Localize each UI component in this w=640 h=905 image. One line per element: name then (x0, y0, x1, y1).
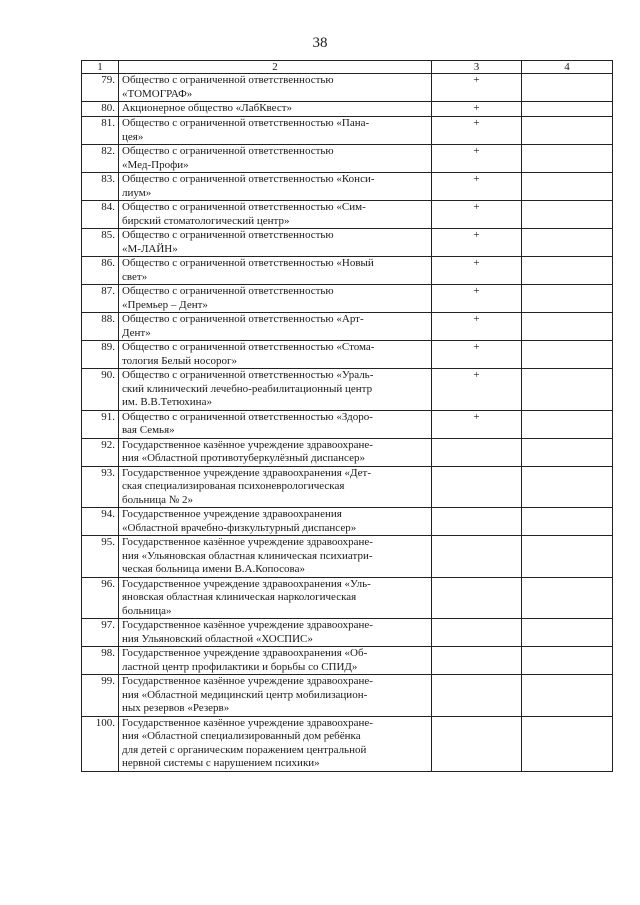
row-number: 79. (82, 74, 119, 102)
organization-name-line: яновская областная клиническая наркологическая (122, 591, 357, 603)
organization-name-line: Общество с ограниченной ответственностью «Стома- (122, 341, 375, 353)
column-4-cell (522, 619, 613, 647)
organization-name (119, 466, 432, 508)
column-3-mark (432, 536, 522, 578)
organization-name-line: ский клинический лечебно-реабилитационный центр (122, 382, 373, 395)
organization-name (119, 647, 432, 675)
table-row (82, 466, 613, 508)
organization-name (119, 619, 432, 647)
row-number: 93. (82, 466, 119, 508)
organization-name-line: Государственное учреждение здравоохранения «Уль- (122, 577, 371, 590)
column-3-mark: + (432, 257, 522, 285)
row-number: 89. (82, 341, 119, 369)
table-row (82, 229, 613, 257)
organization-name-line: «Премьер – Дент» (122, 298, 208, 311)
row-number: 81. (82, 117, 119, 145)
organization-name-line: Государственное казённое учреждение здравоохране- (122, 716, 373, 729)
column-3-mark: + (432, 369, 522, 411)
column-3-mark: + (432, 229, 522, 257)
organization-name-line: Общество с ограниченной ответственностью (122, 285, 334, 297)
organization-name-line: «ТОМОГРАФ» (122, 87, 193, 100)
column-3-mark (432, 716, 522, 771)
table-row (82, 173, 613, 201)
organization-name (119, 369, 432, 411)
table-row (82, 117, 613, 145)
organization-name-line: «М-ЛАЙН» (122, 242, 178, 255)
organization-name-line: Дент» (122, 326, 151, 339)
row-number: 82. (82, 145, 119, 173)
organization-name-line: ческая больница имени В.А.Копосова» (122, 563, 305, 575)
organization-name-line: больница № 2» (122, 493, 193, 506)
organization-name-line: Государственное казённое учреждение здравоохране- (122, 536, 373, 548)
organization-name-line: Государственное казённое учреждение здравоохране- (122, 619, 373, 631)
organization-name-line: нервной системы с нарушением психики» (122, 757, 320, 769)
column-3-mark (432, 675, 522, 717)
table-row (82, 313, 613, 341)
column-4-cell (522, 341, 613, 369)
organization-name-line: Общество с ограниченной ответственностью (122, 229, 334, 241)
organizations-table (81, 60, 613, 772)
organization-name-line: Государственное учреждение здравоохранения «Дет- (122, 466, 372, 479)
header-col-3: 3 (432, 61, 522, 74)
column-4-cell (522, 201, 613, 229)
column-4-cell (522, 508, 613, 536)
table-row (82, 410, 613, 438)
column-4-cell (522, 716, 613, 771)
table-row (82, 341, 613, 369)
organization-name (119, 285, 432, 313)
organization-name (119, 74, 432, 102)
table-row (82, 285, 613, 313)
column-3-mark: + (432, 341, 522, 369)
column-3-mark: + (432, 74, 522, 102)
column-3-mark (432, 438, 522, 466)
organization-name (119, 257, 432, 285)
organization-name (119, 438, 432, 466)
header-col-4: 4 (522, 61, 613, 74)
header-col-2: 2 (119, 61, 432, 74)
organization-name-line: ния «Областной медицинский центр мобилизацион- (122, 688, 368, 701)
column-4-cell (522, 577, 613, 619)
row-number: 90. (82, 369, 119, 411)
column-3-mark (432, 619, 522, 647)
column-4-cell (522, 173, 613, 201)
row-number: 96. (82, 577, 119, 619)
organization-name (119, 508, 432, 536)
column-3-mark: + (432, 313, 522, 341)
column-3-mark: + (432, 410, 522, 438)
table-body (82, 74, 613, 772)
row-number: 91. (82, 410, 119, 438)
organization-name (119, 117, 432, 145)
row-number: 86. (82, 257, 119, 285)
table-row (82, 508, 613, 536)
row-number: 94. (82, 508, 119, 536)
organization-name-line: для детей с органическим поражением центральной (122, 743, 367, 756)
column-4-cell (522, 675, 613, 717)
table-row (82, 257, 613, 285)
organization-name (119, 102, 432, 117)
organization-name (119, 145, 432, 173)
table-row (82, 619, 613, 647)
column-4-cell (522, 145, 613, 173)
table-row (82, 369, 613, 411)
column-4-cell (522, 229, 613, 257)
organization-name-line: Общество с ограниченной ответственностью «Ураль- (122, 369, 374, 381)
row-number: 87. (82, 285, 119, 313)
table-row (82, 74, 613, 102)
column-3-mark: + (432, 173, 522, 201)
table-header-row (82, 61, 613, 74)
organization-name (119, 577, 432, 619)
row-number: 98. (82, 647, 119, 675)
column-3-mark: + (432, 117, 522, 145)
column-3-mark: + (432, 201, 522, 229)
row-number: 84. (82, 201, 119, 229)
table-row (82, 536, 613, 578)
organization-name (119, 201, 432, 229)
organization-name-line: тология Белый носорог» (122, 354, 237, 367)
table-row (82, 647, 613, 675)
table-row (82, 201, 613, 229)
column-3-mark (432, 466, 522, 508)
column-4-cell (522, 369, 613, 411)
column-3-mark (432, 508, 522, 536)
row-number: 97. (82, 619, 119, 647)
organization-name-line: ния «Областной специализированный дом ребёнка (122, 730, 361, 742)
column-4-cell (522, 647, 613, 675)
organization-name-line: ния «Ульяновская областная клиническая психиатри- (122, 549, 373, 562)
column-4-cell (522, 117, 613, 145)
organization-name-line: бирский стоматологический центр» (122, 214, 290, 227)
column-4-cell (522, 466, 613, 508)
organization-name-line: больница» (122, 604, 172, 617)
organization-name-line: Акционерное общество «ЛабКвест» (122, 102, 293, 114)
column-4-cell (522, 285, 613, 313)
column-4-cell (522, 438, 613, 466)
organization-name-line: Общество с ограниченной ответственностью «Новый (122, 257, 374, 269)
column-3-mark (432, 647, 522, 675)
organization-name-line: ных резервов «Резерв» (122, 702, 230, 714)
organization-name (119, 536, 432, 578)
organization-name-line: «Областной врачебно-физкультурный диспансер» (122, 521, 357, 534)
organization-name (119, 229, 432, 257)
organization-name-line: Общество с ограниченной ответственностью «Арт- (122, 313, 364, 325)
column-3-mark (432, 577, 522, 619)
organization-name (119, 675, 432, 717)
organization-name-line: Государственное казённое учреждение здравоохране- (122, 438, 373, 451)
organization-name (119, 313, 432, 341)
organization-name-line: вая Семья» (122, 424, 175, 436)
row-number: 100. (82, 716, 119, 771)
table-row (82, 577, 613, 619)
organization-name (119, 341, 432, 369)
table-row (82, 145, 613, 173)
organization-name-line: Государственное казённое учреждение здравоохране- (122, 675, 373, 687)
organization-name-line: ская специализированая психоневрологическая (122, 480, 345, 492)
table-row (82, 675, 613, 717)
organization-name-line: «Мед-Профи» (122, 158, 189, 171)
row-number: 80. (82, 102, 119, 117)
table-row (82, 438, 613, 466)
organization-name-line: ния «Областной противотуберкулёзный диспансер» (122, 452, 365, 464)
page-number: 38 (312, 35, 328, 51)
row-number: 95. (82, 536, 119, 578)
organization-name (119, 410, 432, 438)
column-4-cell (522, 102, 613, 117)
header-col-1: 1 (82, 61, 119, 74)
organization-name (119, 716, 432, 771)
organization-name-line: ния Ульяновский областной «ХОСПИС» (122, 632, 313, 645)
organization-name (119, 173, 432, 201)
column-4-cell (522, 536, 613, 578)
organization-name-line: Общество с ограниченной ответственностью (122, 145, 334, 157)
row-number: 92. (82, 438, 119, 466)
column-4-cell (522, 410, 613, 438)
column-3-mark: + (432, 102, 522, 117)
table-row (82, 102, 613, 117)
table-row (82, 716, 613, 771)
column-4-cell (522, 313, 613, 341)
organization-name-line: им. В.В.Тетюхина» (122, 396, 212, 408)
organization-name-line: Общество с ограниченной ответственностью «Здоро- (122, 410, 373, 423)
organization-name-line: ластной центр профилактики и борьбы со СПИД» (122, 660, 358, 673)
organization-name-line: Общество с ограниченной ответственностью (122, 74, 334, 86)
column-3-mark: + (432, 145, 522, 173)
organization-name-line: лиум» (122, 186, 152, 199)
organization-name-line: Общество с ограниченной ответственностью «Сим- (122, 201, 366, 213)
organization-name-line: Государственное учреждение здравоохранения «Об- (122, 647, 368, 659)
row-number: 85. (82, 229, 119, 257)
organization-name-line: свет» (122, 270, 148, 283)
row-number: 88. (82, 313, 119, 341)
column-3-mark: + (432, 285, 522, 313)
row-number: 83. (82, 173, 119, 201)
organization-name-line: цея» (122, 130, 144, 143)
organization-name-line: Государственное учреждение здравоохранения (122, 508, 342, 520)
row-number: 99. (82, 675, 119, 717)
column-4-cell (522, 74, 613, 102)
column-4-cell (522, 257, 613, 285)
organization-name-line: Общество с ограниченной ответственностью «Конси- (122, 173, 375, 185)
organization-name-line: Общество с ограниченной ответственностью «Пана- (122, 117, 370, 129)
